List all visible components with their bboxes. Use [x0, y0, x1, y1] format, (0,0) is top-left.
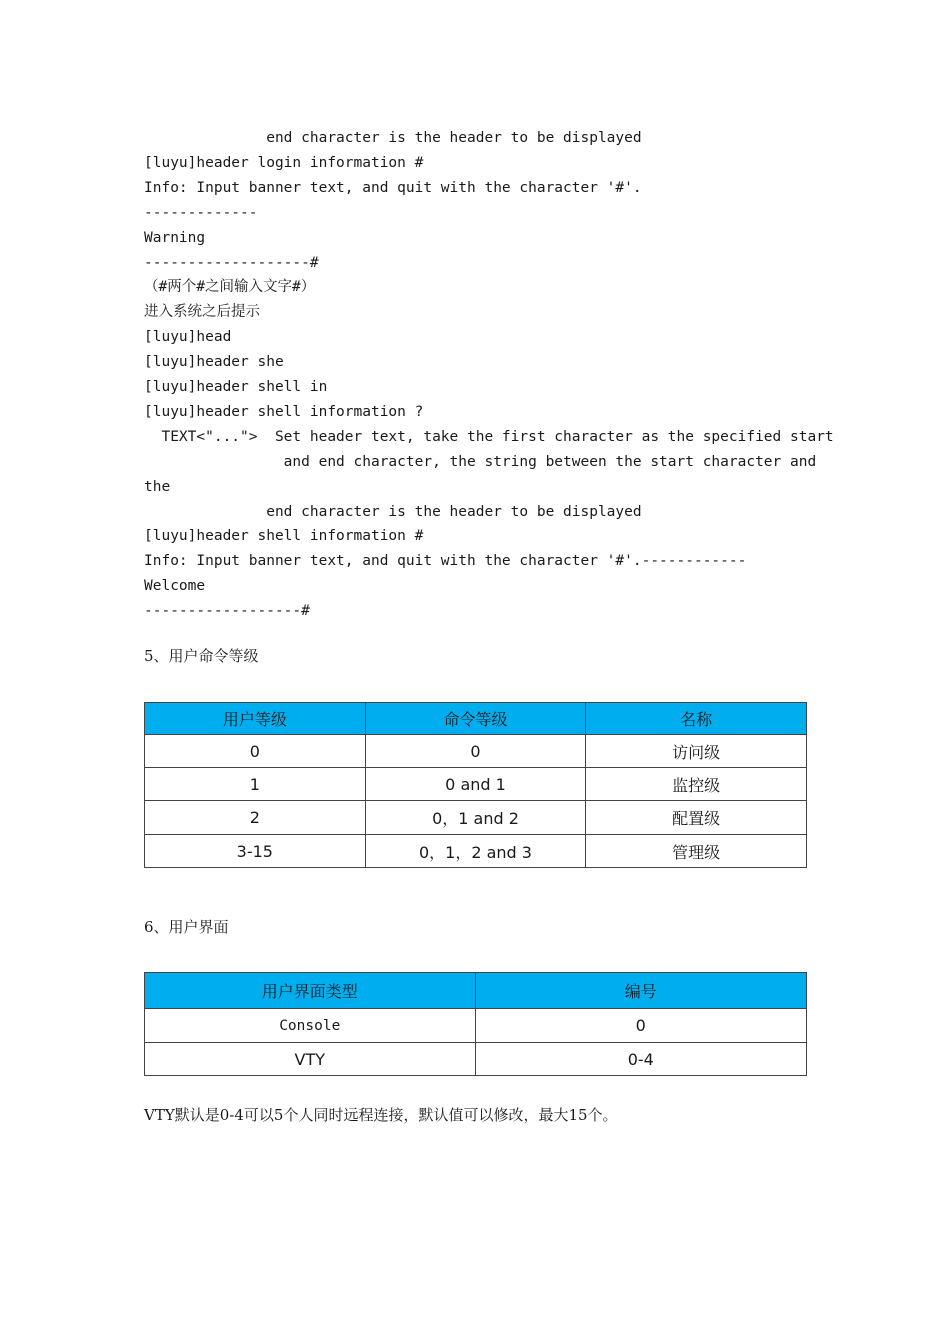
code-line: Info: Input banner text, and quit with the character '#'.: [144, 180, 642, 196]
table-row: [145, 1043, 807, 1076]
cell: 访问级: [586, 735, 807, 768]
table-row: [145, 835, 807, 868]
code-line: TEXT<"..."> Set header text, take the first character as the specified start: [144, 429, 834, 445]
code-line: end character is the header to be displayed: [144, 504, 642, 520]
code-line: and end character, the string between the start character and: [144, 454, 817, 470]
cell: 3-15: [145, 835, 366, 868]
header-interface-type: 用户界面类型: [145, 973, 476, 1009]
cell: 监控级: [586, 768, 807, 801]
code-line: end character is the header to be displayed: [144, 130, 642, 146]
cell: 0，1，2 and 3: [365, 835, 586, 868]
table-row: [145, 1009, 807, 1043]
header-name: 名称: [586, 703, 807, 735]
table-row: [145, 768, 807, 801]
user-interface-table: [144, 972, 807, 1076]
cell: 0: [145, 735, 366, 768]
header-command-level: 命令等级: [365, 703, 586, 735]
cell: 0-4: [475, 1043, 806, 1076]
vty-note: VTY默认是0-4可以5个人同时远程连接，默认值可以修改，最大15个。: [144, 1106, 618, 1124]
cell: Console: [145, 1009, 476, 1043]
code-line: -------------: [144, 205, 258, 221]
code-line: the: [144, 479, 171, 495]
code-line: [luyu]header she: [144, 354, 284, 370]
code-line: Warning: [144, 230, 206, 246]
section-5-heading: 5、用户命令等级: [144, 647, 259, 665]
cell: 0: [365, 735, 586, 768]
cell: VTY: [145, 1043, 476, 1076]
code-line: 进入系统之后提示: [144, 304, 260, 320]
code-line: [luyu]head: [144, 329, 232, 345]
cell: 2: [145, 801, 366, 835]
code-line: Info: Input banner text, and quit with the character '#'.------------: [144, 553, 747, 569]
header-number: 编号: [475, 973, 806, 1009]
table-row: [145, 735, 807, 768]
code-line: [luyu]header login information #: [144, 155, 424, 171]
user-level-table: [144, 702, 807, 868]
section-6-heading: 6、用户界面: [144, 918, 229, 936]
table-header-row: [145, 973, 807, 1009]
cell: 配置级: [586, 801, 807, 835]
cell: 1: [145, 768, 366, 801]
cell: 管理级: [586, 835, 807, 868]
cell: 0: [475, 1009, 806, 1043]
code-line: [luyu]header shell in: [144, 379, 328, 395]
cell: 0，1 and 2: [365, 801, 586, 835]
code-line: （#两个#之间输入文字#）: [144, 279, 316, 295]
cell: 0 and 1: [365, 768, 586, 801]
code-line: [luyu]header shell information ?: [144, 404, 424, 420]
code-line: Welcome: [144, 578, 206, 594]
table-row: [145, 801, 807, 835]
header-user-level: 用户等级: [145, 703, 366, 735]
code-line: ------------------#: [144, 603, 310, 619]
code-line: -------------------#: [144, 255, 319, 271]
code-line: [luyu]header shell information #: [144, 528, 424, 544]
table-header-row: [145, 703, 807, 735]
